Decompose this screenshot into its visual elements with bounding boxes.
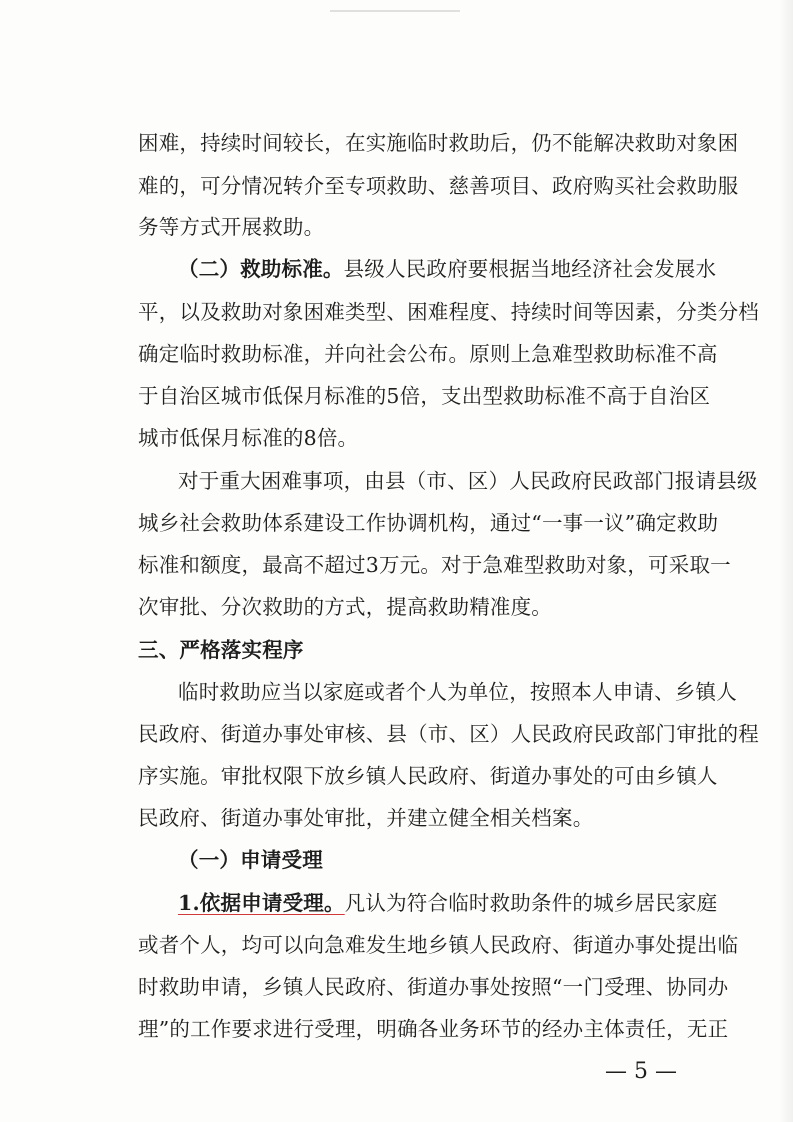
text-line: 标准和额度，最高不超过3万元。对于急难型救助对象，可采取一	[138, 553, 731, 577]
text-line: 民政府、街道办事处审核、县（市、区）人民政府民政部门审批的程	[138, 722, 759, 746]
text-line: 临时救助应当以家庭或者个人为单位，按照本人申请、乡镇人	[178, 680, 737, 704]
text-line: 平，以及救助对象困难类型、困难程度、持续时间等因素，分类分档	[138, 300, 759, 324]
text-line: 对于重大困难事项，由县（市、区）人民政府民政部门报请县级	[178, 469, 758, 493]
text-segment: 难的，可分情况转介至专项救助、慈善项目、政府购买社会救助服	[138, 174, 739, 198]
section-title: 三、严格落实程序	[138, 638, 304, 662]
text-line: 困难，持续时间较长，在实施临时救助后，仍不能解决救助对象困	[138, 131, 739, 155]
text-line: 城市低保月标准的8倍。	[138, 426, 359, 450]
text-line: 次审批、分次救助的方式，提高救助精准度。	[138, 595, 552, 619]
text-line: 序实施。审批权限下放乡镇人民政府、街道办事处的可由乡镇人	[138, 764, 718, 788]
text-line	[138, 172, 739, 200]
text-segment: 县级人民政府要根据当地经济社会发展水	[343, 257, 717, 281]
page-edge-shadow	[779, 0, 793, 1122]
text-line: 确定临时救助标准，并向社会公布。原则上急难型救助标准不高	[138, 342, 718, 366]
subsection-title: （一）申请受理	[178, 848, 323, 872]
paragraph-heading: （二）救助标准。	[178, 257, 344, 281]
text-segment: 凡认为符合临时救助条件的城乡居民家庭	[344, 891, 718, 915]
text-line: 于自治区城市低保月标准的5倍，支出型救助标准不高于自治区	[138, 384, 711, 408]
text-line	[178, 889, 718, 917]
text-line: 或者个人，均可以向急难发生地乡镇人民政府、街道办事处提出临	[138, 933, 739, 957]
text-line: 城乡社会救助体系建设工作协调机构，通过“一事一议”确定救助	[138, 511, 719, 535]
text-line: 务等方式开展救助。	[138, 215, 325, 239]
text-line: 民政府、街道办事处审批，并建立健全相关档案。	[138, 806, 594, 830]
scan-artifact	[330, 10, 460, 12]
text-line: 时救助申请，乡镇人民政府、街道办事处按照“一门受理、协同办	[138, 975, 729, 999]
text-line: 理”的工作要求进行受理，明确各业务环节的经办主体责任，无正	[138, 1017, 729, 1041]
text-line	[178, 255, 717, 283]
paragraph-heading: 1.依据申请受理。	[178, 891, 345, 915]
page-number: — 5 —	[605, 1059, 677, 1084]
